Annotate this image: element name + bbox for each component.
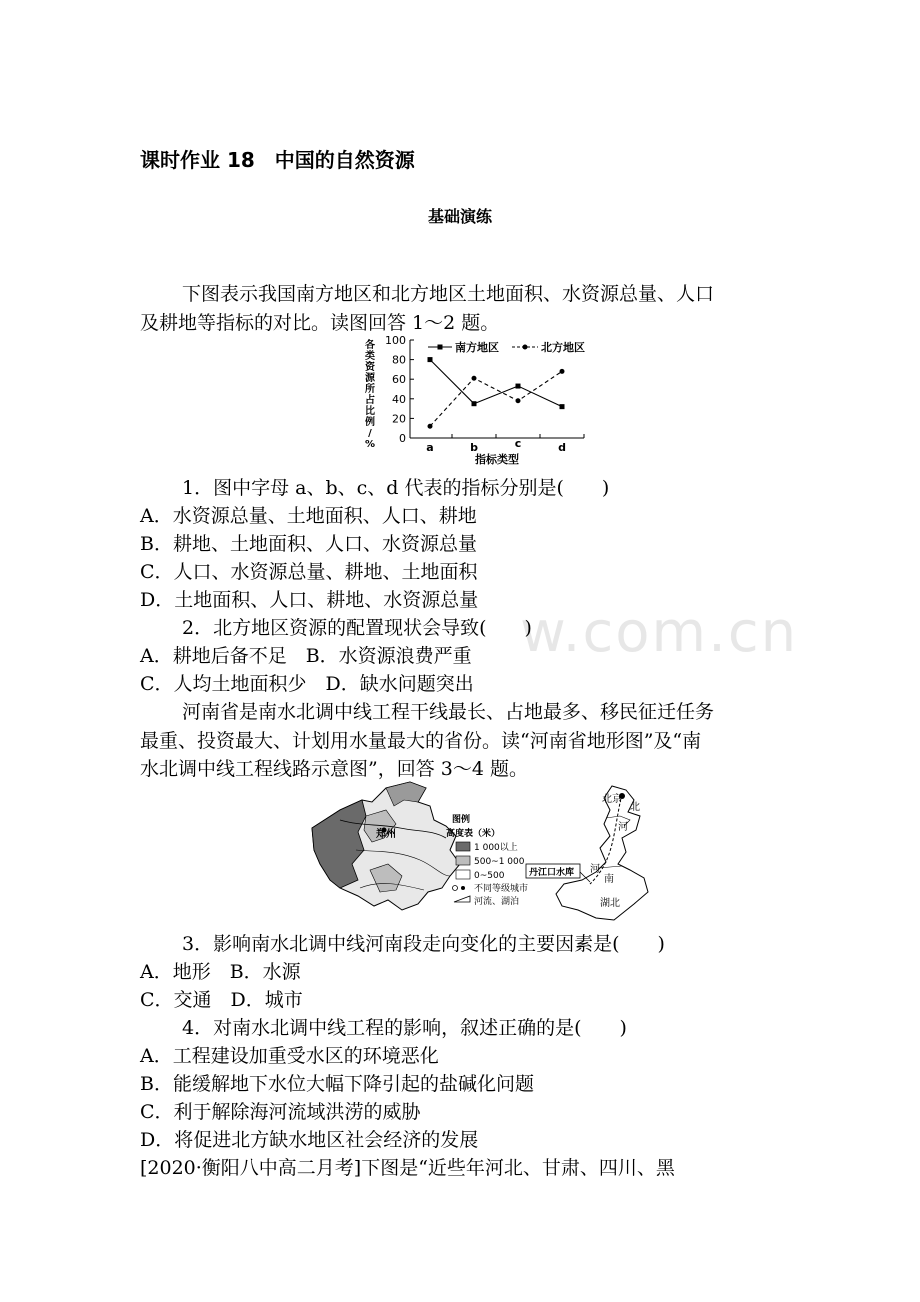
legend-north-label: 北方地区 bbox=[541, 341, 585, 354]
hebei-bei-label: 北 bbox=[630, 802, 640, 813]
hebei-he-label: 河 bbox=[618, 822, 628, 833]
y-axis-title-char: 类 bbox=[365, 351, 375, 362]
data-point-north bbox=[516, 398, 521, 403]
legend-city-icon-2 bbox=[461, 886, 465, 890]
legend-high-label: 1 000以上 bbox=[474, 843, 518, 853]
x-axis-title: 指标类型 bbox=[475, 453, 519, 466]
q1-option-b: B．耕地、土地面积、人口、水资源总量 bbox=[140, 533, 477, 555]
y-axis-title-char: 例 bbox=[365, 417, 375, 428]
legend-north-marker bbox=[523, 345, 528, 350]
y-tick-label: 0 bbox=[399, 432, 406, 445]
q2-stem: 2．北方地区资源的配置现状会导致( ) bbox=[182, 617, 532, 639]
series-line-south bbox=[430, 360, 562, 407]
q4-option-d: D．将促进北方缺水地区社会经济的发展 bbox=[140, 1129, 479, 1151]
legend-south-label: 南方地区 bbox=[455, 341, 499, 354]
data-point-north bbox=[560, 369, 565, 374]
next-question-intro: [2020·衡阳八中高二月考]下图是“近些年河北、甘肃、四川、黑 bbox=[140, 1157, 675, 1179]
q4-stem: 4．对南水北调中线工程的影响，叙述正确的是( ) bbox=[182, 1017, 627, 1039]
y-axis-title-char: 各 bbox=[365, 340, 375, 351]
intro1-line2: 及耕地等指标的对比。读图回答 1～2 题。 bbox=[140, 312, 500, 334]
data-point-north bbox=[472, 376, 477, 381]
q4-option-c: C．利于解除海河流域洪涝的威胁 bbox=[140, 1101, 421, 1123]
x-tick-label: b bbox=[470, 441, 478, 454]
q3-stem: 3．影响南水北调中线河南段走向变化的主要因素是( ) bbox=[182, 933, 665, 955]
q3-options-cd: C．交通 D．城市 bbox=[140, 989, 303, 1011]
intro1-line1: 下图表示我国南方地区和北方地区土地面积、水资源总量、人口 bbox=[182, 283, 715, 305]
intro2-line1: 河南省是南水北调中线工程干线最长、占地最多、移民征迁任务 bbox=[182, 701, 715, 723]
henan-map-figure bbox=[300, 780, 670, 926]
beijing-label: 北京 bbox=[602, 794, 622, 805]
q2-options-cd: C．人均土地面积少 D．缺水问题突出 bbox=[140, 673, 474, 695]
watermark: w.com.cn bbox=[520, 600, 799, 665]
y-axis-title-char: 所 bbox=[365, 384, 375, 395]
section-heading: 基础演练 bbox=[427, 207, 492, 226]
q2-options-ab: A．耕地后备不足 B．水资源浪费严重 bbox=[140, 645, 472, 667]
legend-city-icon bbox=[453, 886, 458, 891]
q4-option-b: B．能缓解地下水位大幅下降引起的盐碱化问题 bbox=[140, 1073, 534, 1095]
legend-mid-swatch bbox=[456, 856, 470, 865]
legend-title: 图例 bbox=[452, 815, 471, 825]
y-axis-title-char: 占 bbox=[365, 395, 375, 406]
x-tick-label: a bbox=[426, 441, 434, 454]
data-point-south bbox=[516, 384, 521, 389]
legend-low-label: 0~500 bbox=[474, 871, 505, 881]
y-tick-label: 100 bbox=[385, 336, 406, 347]
x-tick-label: c bbox=[514, 437, 522, 450]
legend-mid-label: 500~1 000 bbox=[474, 857, 525, 867]
reservoir-label: 丹江口水库 bbox=[529, 868, 575, 878]
y-axis-title-char: 比 bbox=[365, 406, 375, 417]
y-tick-label: 40 bbox=[392, 392, 406, 406]
y-tick-label: 60 bbox=[392, 373, 406, 387]
y-tick-label: 20 bbox=[392, 412, 406, 426]
data-point-south bbox=[472, 401, 477, 406]
legend-river-icon bbox=[454, 896, 470, 902]
page-title: 课时作业 18 中国的自然资源 bbox=[140, 148, 415, 172]
q1-option-d: D．土地面积、人口、耕地、水资源总量 bbox=[140, 589, 479, 611]
intro2-line2: 最重、投资最大、计划用水量最大的省份。读“河南省地形图”及“南 bbox=[140, 730, 702, 752]
legend-river-label: 河流、湖泊 bbox=[474, 897, 520, 907]
data-point-south bbox=[428, 357, 433, 362]
q3-options-ab: A．地形 B．水源 bbox=[140, 961, 301, 983]
henan-he-label: 河 bbox=[590, 864, 600, 875]
zhengzhou-label: 郑州 bbox=[376, 829, 396, 840]
legend-high-swatch bbox=[456, 842, 470, 851]
y-axis-title-char: / bbox=[368, 428, 372, 439]
henan-nan-label: 南 bbox=[604, 874, 614, 885]
q1-stem: 1．图中字母 a、b、c、d 代表的指标分别是( ) bbox=[182, 477, 610, 499]
x-tick-label: d bbox=[558, 441, 566, 454]
y-tick-label: 80 bbox=[392, 353, 406, 367]
y-axis-title-char: 源 bbox=[365, 373, 375, 384]
intro2-line3: 水北调中线工程线路示意图”，回答 3～4 题。 bbox=[140, 758, 528, 780]
y-axis-title-char: 资 bbox=[365, 362, 375, 373]
legend-low-swatch bbox=[456, 870, 470, 879]
q1-option-c: C．人口、水资源总量、耕地、土地面积 bbox=[140, 561, 478, 583]
y-axis-title bbox=[364, 338, 376, 450]
legend-south-marker bbox=[438, 345, 443, 350]
q1-option-a: A．水资源总量、土地面积、人口、耕地 bbox=[140, 505, 477, 527]
data-point-south bbox=[560, 404, 565, 409]
q4-option-a: A．工程建设加重受水区的环境恶化 bbox=[140, 1045, 439, 1067]
data-point-north bbox=[428, 424, 433, 429]
legend-city-label: 不同等级城市 bbox=[474, 884, 529, 894]
y-axis-title-char: % bbox=[364, 439, 376, 450]
legend-subtitle: 高度表（米） bbox=[446, 829, 501, 839]
indicator-chart bbox=[362, 336, 596, 466]
hubei-label: 湖北 bbox=[600, 898, 620, 909]
